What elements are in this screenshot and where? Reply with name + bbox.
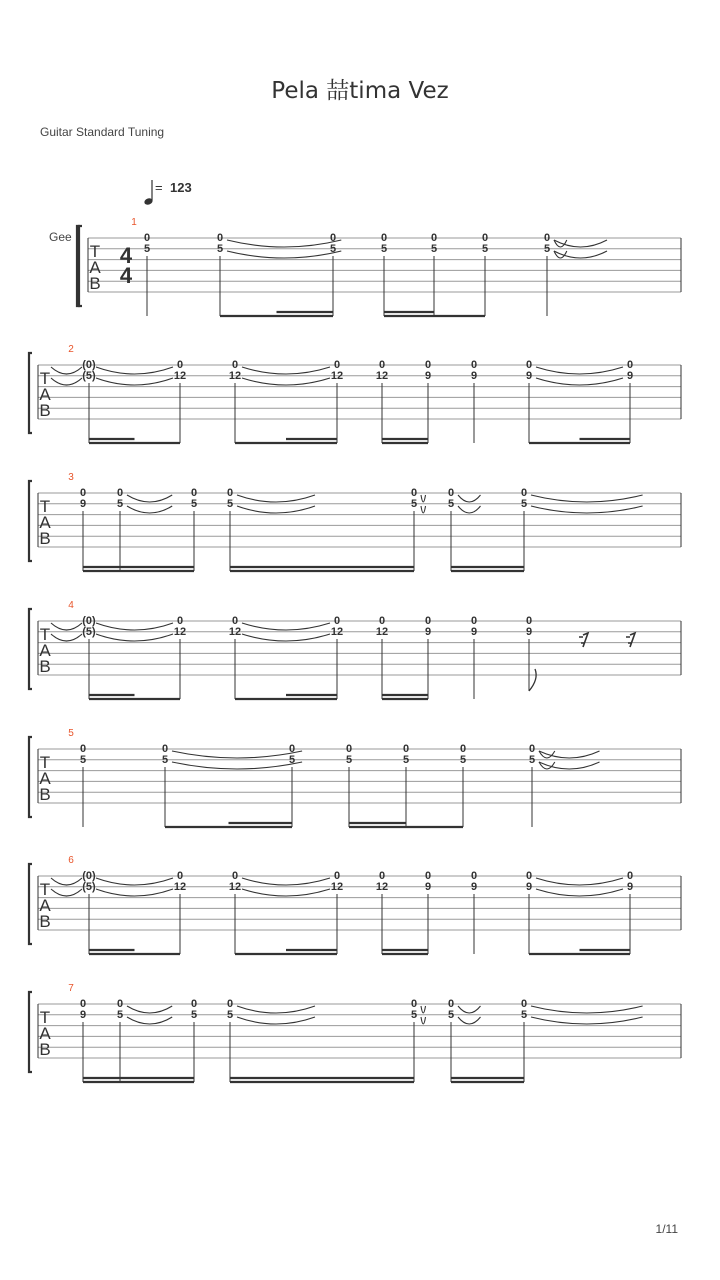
tie-arc bbox=[539, 762, 600, 769]
fret-number: 5 bbox=[410, 498, 418, 510]
tab-clef-letter: T bbox=[39, 625, 51, 644]
tie-arc bbox=[536, 378, 623, 385]
song-title: Pela 喆tima Vez bbox=[271, 78, 449, 104]
fret-number: 0 bbox=[116, 487, 124, 499]
fret-number: 0 bbox=[525, 615, 533, 627]
fret-number: 0 bbox=[470, 359, 478, 371]
tab-clef-letter: B bbox=[39, 912, 51, 931]
fret-number: 0 bbox=[525, 870, 533, 882]
fret-number: (0) bbox=[82, 359, 96, 371]
fret-number: 5 bbox=[459, 754, 467, 766]
fret-number: 5 bbox=[226, 498, 234, 510]
fret-number: 5 bbox=[79, 754, 87, 766]
fret-number: 5 bbox=[410, 1009, 418, 1021]
tie-arc bbox=[51, 634, 82, 641]
tie-arc bbox=[172, 762, 302, 769]
tie-arc bbox=[242, 889, 330, 896]
tie-arc bbox=[51, 623, 82, 630]
tab-clef-letter: B bbox=[89, 274, 101, 293]
tab-clef-letter: A bbox=[89, 258, 101, 277]
fret-number: 5 bbox=[288, 754, 296, 766]
fret-number: 9 bbox=[79, 1009, 87, 1021]
tie-arc bbox=[242, 623, 330, 630]
system-bracket bbox=[29, 609, 32, 689]
fret-number: 5 bbox=[402, 754, 410, 766]
fret-number: 0 bbox=[402, 743, 410, 755]
tab-clef-letter: A bbox=[39, 896, 51, 915]
fret-number: 12 bbox=[330, 370, 344, 382]
system-bracket bbox=[29, 864, 32, 944]
fret-number: 5 bbox=[430, 243, 438, 255]
fret-number: 0 bbox=[378, 870, 386, 882]
tie-arc bbox=[421, 495, 426, 502]
tie-arc bbox=[458, 1017, 481, 1024]
tempo-equals: = bbox=[155, 180, 163, 195]
tie-arc bbox=[531, 506, 643, 513]
fret-number: 12 bbox=[375, 881, 389, 893]
tie-arc bbox=[51, 889, 82, 896]
fret-number: (0) bbox=[82, 615, 96, 627]
measure-number: 1 bbox=[131, 217, 137, 228]
fret-number: 5 bbox=[190, 498, 198, 510]
fret-number: 0 bbox=[525, 359, 533, 371]
fret-number: 0 bbox=[288, 743, 296, 755]
fret-number: 9 bbox=[79, 498, 87, 510]
fret-number: 12 bbox=[375, 370, 389, 382]
fret-number: 9 bbox=[424, 881, 432, 893]
fret-number: 0 bbox=[176, 870, 184, 882]
tab-clef-letter: A bbox=[39, 385, 51, 404]
tab-clef-letter: T bbox=[39, 880, 51, 899]
tie-arc bbox=[237, 506, 315, 513]
time-signature-bottom: 4 bbox=[119, 263, 133, 288]
fret-number: 0 bbox=[626, 870, 634, 882]
fret-number: 5 bbox=[216, 243, 224, 255]
fret-number: 12 bbox=[228, 370, 242, 382]
tab-clef-letter: B bbox=[39, 785, 51, 804]
measure-number: 6 bbox=[68, 855, 74, 866]
tie-arc bbox=[96, 634, 173, 641]
fret-number: 0 bbox=[79, 743, 87, 755]
fret-number: 9 bbox=[470, 370, 478, 382]
fret-number: 0 bbox=[470, 615, 478, 627]
tie-arc bbox=[237, 1017, 315, 1024]
tie-arc bbox=[227, 251, 341, 258]
fret-number: 0 bbox=[190, 487, 198, 499]
tab-clef-letter: T bbox=[39, 369, 51, 388]
measure-number: 7 bbox=[68, 983, 74, 994]
fret-number: 5 bbox=[520, 1009, 528, 1021]
fret-number: 9 bbox=[470, 626, 478, 638]
tie-arc bbox=[421, 1017, 426, 1024]
fret-number: 9 bbox=[626, 370, 634, 382]
fret-number: 0 bbox=[333, 870, 341, 882]
fret-number: 0 bbox=[410, 998, 418, 1010]
fret-number: 0 bbox=[380, 232, 388, 244]
fret-number: 0 bbox=[333, 359, 341, 371]
fret-number: 12 bbox=[228, 881, 242, 893]
tie-arc bbox=[51, 367, 82, 374]
tuning-label: Guitar Standard Tuning bbox=[40, 125, 165, 139]
tie-arc bbox=[536, 878, 623, 885]
fret-number: 5 bbox=[520, 498, 528, 510]
fret-number: 5 bbox=[447, 498, 455, 510]
system-bracket bbox=[29, 992, 32, 1072]
tie-arc bbox=[127, 506, 172, 513]
fret-number: 5 bbox=[190, 1009, 198, 1021]
fret-number: 0 bbox=[430, 232, 438, 244]
fret-number: 0 bbox=[528, 743, 536, 755]
tie-arc bbox=[172, 751, 302, 758]
tab-clef-letter: A bbox=[39, 1024, 51, 1043]
tie-arc bbox=[531, 1017, 643, 1024]
sixteenth-rest-icon bbox=[626, 633, 635, 647]
tie-arc bbox=[127, 495, 172, 502]
fret-number: 0 bbox=[190, 998, 198, 1010]
sixteenth-rest-icon bbox=[579, 633, 588, 647]
tie-arc bbox=[421, 506, 426, 513]
tie-arc bbox=[536, 889, 623, 896]
measure-number: 3 bbox=[68, 472, 74, 483]
fret-number: 0 bbox=[216, 232, 224, 244]
fret-number: 5 bbox=[481, 243, 489, 255]
fret-number: 0 bbox=[447, 998, 455, 1010]
fret-number: 0 bbox=[470, 870, 478, 882]
tie-arc bbox=[96, 367, 173, 374]
fret-number: 5 bbox=[161, 754, 169, 766]
tie-arc bbox=[242, 378, 330, 385]
tie-arc bbox=[237, 495, 315, 502]
fret-number: 0 bbox=[424, 870, 432, 882]
fret-number: 0 bbox=[161, 743, 169, 755]
tie-arc bbox=[242, 367, 330, 374]
tempo-value: 123 bbox=[170, 180, 192, 195]
fret-number: 12 bbox=[330, 881, 344, 893]
system-bracket bbox=[29, 737, 32, 817]
tie-arc bbox=[554, 251, 607, 258]
tab-clef-letter: B bbox=[39, 1040, 51, 1059]
fret-number: 9 bbox=[525, 881, 533, 893]
tie-arc bbox=[96, 378, 173, 385]
fret-number: 5 bbox=[143, 243, 151, 255]
tie-arc bbox=[237, 1006, 315, 1013]
tie-arc bbox=[554, 240, 607, 247]
tie-arc bbox=[458, 1006, 481, 1013]
tie-arc bbox=[51, 878, 82, 885]
fret-number: 12 bbox=[330, 626, 344, 638]
fret-number: 5 bbox=[116, 1009, 124, 1021]
tie-arc bbox=[421, 1006, 426, 1013]
fret-number: 5 bbox=[543, 243, 551, 255]
fret-number: 0 bbox=[520, 487, 528, 499]
fret-number: (0) bbox=[82, 870, 96, 882]
tie-arc bbox=[96, 623, 173, 630]
tie-arc bbox=[531, 1006, 643, 1013]
fret-number: 0 bbox=[424, 615, 432, 627]
fret-number: 12 bbox=[228, 626, 242, 638]
tab-clef-letter: A bbox=[39, 641, 51, 660]
page-indicator: 1/11 bbox=[655, 1222, 678, 1236]
tie-arc bbox=[242, 878, 330, 885]
fret-number: 0 bbox=[333, 615, 341, 627]
fret-number: 0 bbox=[481, 232, 489, 244]
system-bracket bbox=[29, 481, 32, 561]
tie-arc bbox=[96, 878, 173, 885]
system-bracket bbox=[79, 226, 82, 306]
tab-clef-letter: T bbox=[89, 242, 101, 261]
tab-clef-letter: B bbox=[39, 529, 51, 548]
fret-number: 12 bbox=[173, 370, 187, 382]
tie-arc bbox=[96, 889, 173, 896]
fret-number: 0 bbox=[378, 359, 386, 371]
fret-number: 0 bbox=[226, 487, 234, 499]
fret-number: 0 bbox=[116, 998, 124, 1010]
fret-number: (5) bbox=[82, 370, 96, 382]
fret-number: 9 bbox=[525, 626, 533, 638]
measure-number: 4 bbox=[68, 600, 74, 611]
fret-number: 0 bbox=[626, 359, 634, 371]
fret-number: 9 bbox=[470, 881, 478, 893]
tab-clef-letter: T bbox=[39, 1008, 51, 1027]
fret-number: 0 bbox=[345, 743, 353, 755]
tie-arc bbox=[458, 506, 481, 513]
fret-number: 0 bbox=[378, 615, 386, 627]
fret-number: 0 bbox=[176, 359, 184, 371]
fret-number: 0 bbox=[543, 232, 551, 244]
fret-number: 5 bbox=[345, 754, 353, 766]
fret-number: 0 bbox=[520, 998, 528, 1010]
fret-number: 0 bbox=[143, 232, 151, 244]
fret-number: 9 bbox=[626, 881, 634, 893]
fret-number: 12 bbox=[375, 626, 389, 638]
fret-number: 12 bbox=[173, 881, 187, 893]
tab-clef-letter: B bbox=[39, 401, 51, 420]
fret-number: 0 bbox=[226, 998, 234, 1010]
tab-clef-letter: A bbox=[39, 513, 51, 532]
tie-arc bbox=[531, 495, 643, 502]
fret-number: 0 bbox=[231, 359, 239, 371]
fret-number: 0 bbox=[410, 487, 418, 499]
tab-clef-letter: B bbox=[39, 657, 51, 676]
fret-number: 0 bbox=[231, 870, 239, 882]
fret-number: 0 bbox=[176, 615, 184, 627]
tab-clef-letter: T bbox=[39, 753, 51, 772]
fret-number: 0 bbox=[329, 232, 337, 244]
fret-number: 5 bbox=[116, 498, 124, 510]
fret-number: 9 bbox=[525, 370, 533, 382]
tie-arc bbox=[539, 751, 600, 758]
fret-number: 0 bbox=[79, 998, 87, 1010]
fret-number: 5 bbox=[380, 243, 388, 255]
fret-number: 9 bbox=[424, 626, 432, 638]
fret-number: 5 bbox=[329, 243, 337, 255]
fret-number: 5 bbox=[447, 1009, 455, 1021]
fret-number: 0 bbox=[447, 487, 455, 499]
fret-number: (5) bbox=[82, 881, 96, 893]
eighth-flag bbox=[529, 669, 536, 691]
fret-number: 0 bbox=[424, 359, 432, 371]
fret-number: 5 bbox=[528, 754, 536, 766]
tab-clef-letter: T bbox=[39, 497, 51, 516]
tie-arc bbox=[127, 1006, 172, 1013]
fret-number: 12 bbox=[173, 626, 187, 638]
measure-number: 5 bbox=[68, 728, 74, 739]
fret-number: 0 bbox=[79, 487, 87, 499]
fret-number: 9 bbox=[424, 370, 432, 382]
fret-number: 0 bbox=[231, 615, 239, 627]
tab-clef-letter: A bbox=[39, 769, 51, 788]
fret-number: 0 bbox=[459, 743, 467, 755]
tie-arc bbox=[536, 367, 623, 374]
fret-number: (5) bbox=[82, 626, 96, 638]
tie-arc bbox=[51, 378, 82, 385]
fret-number: 5 bbox=[226, 1009, 234, 1021]
tie-arc bbox=[458, 495, 481, 502]
tie-arc bbox=[127, 1017, 172, 1024]
tie-arc bbox=[227, 240, 341, 247]
system-bracket bbox=[29, 353, 32, 433]
track-name: Gee bbox=[49, 230, 72, 244]
tie-arc bbox=[242, 634, 330, 641]
measure-number: 2 bbox=[68, 344, 74, 355]
time-signature-top: 4 bbox=[119, 243, 133, 268]
